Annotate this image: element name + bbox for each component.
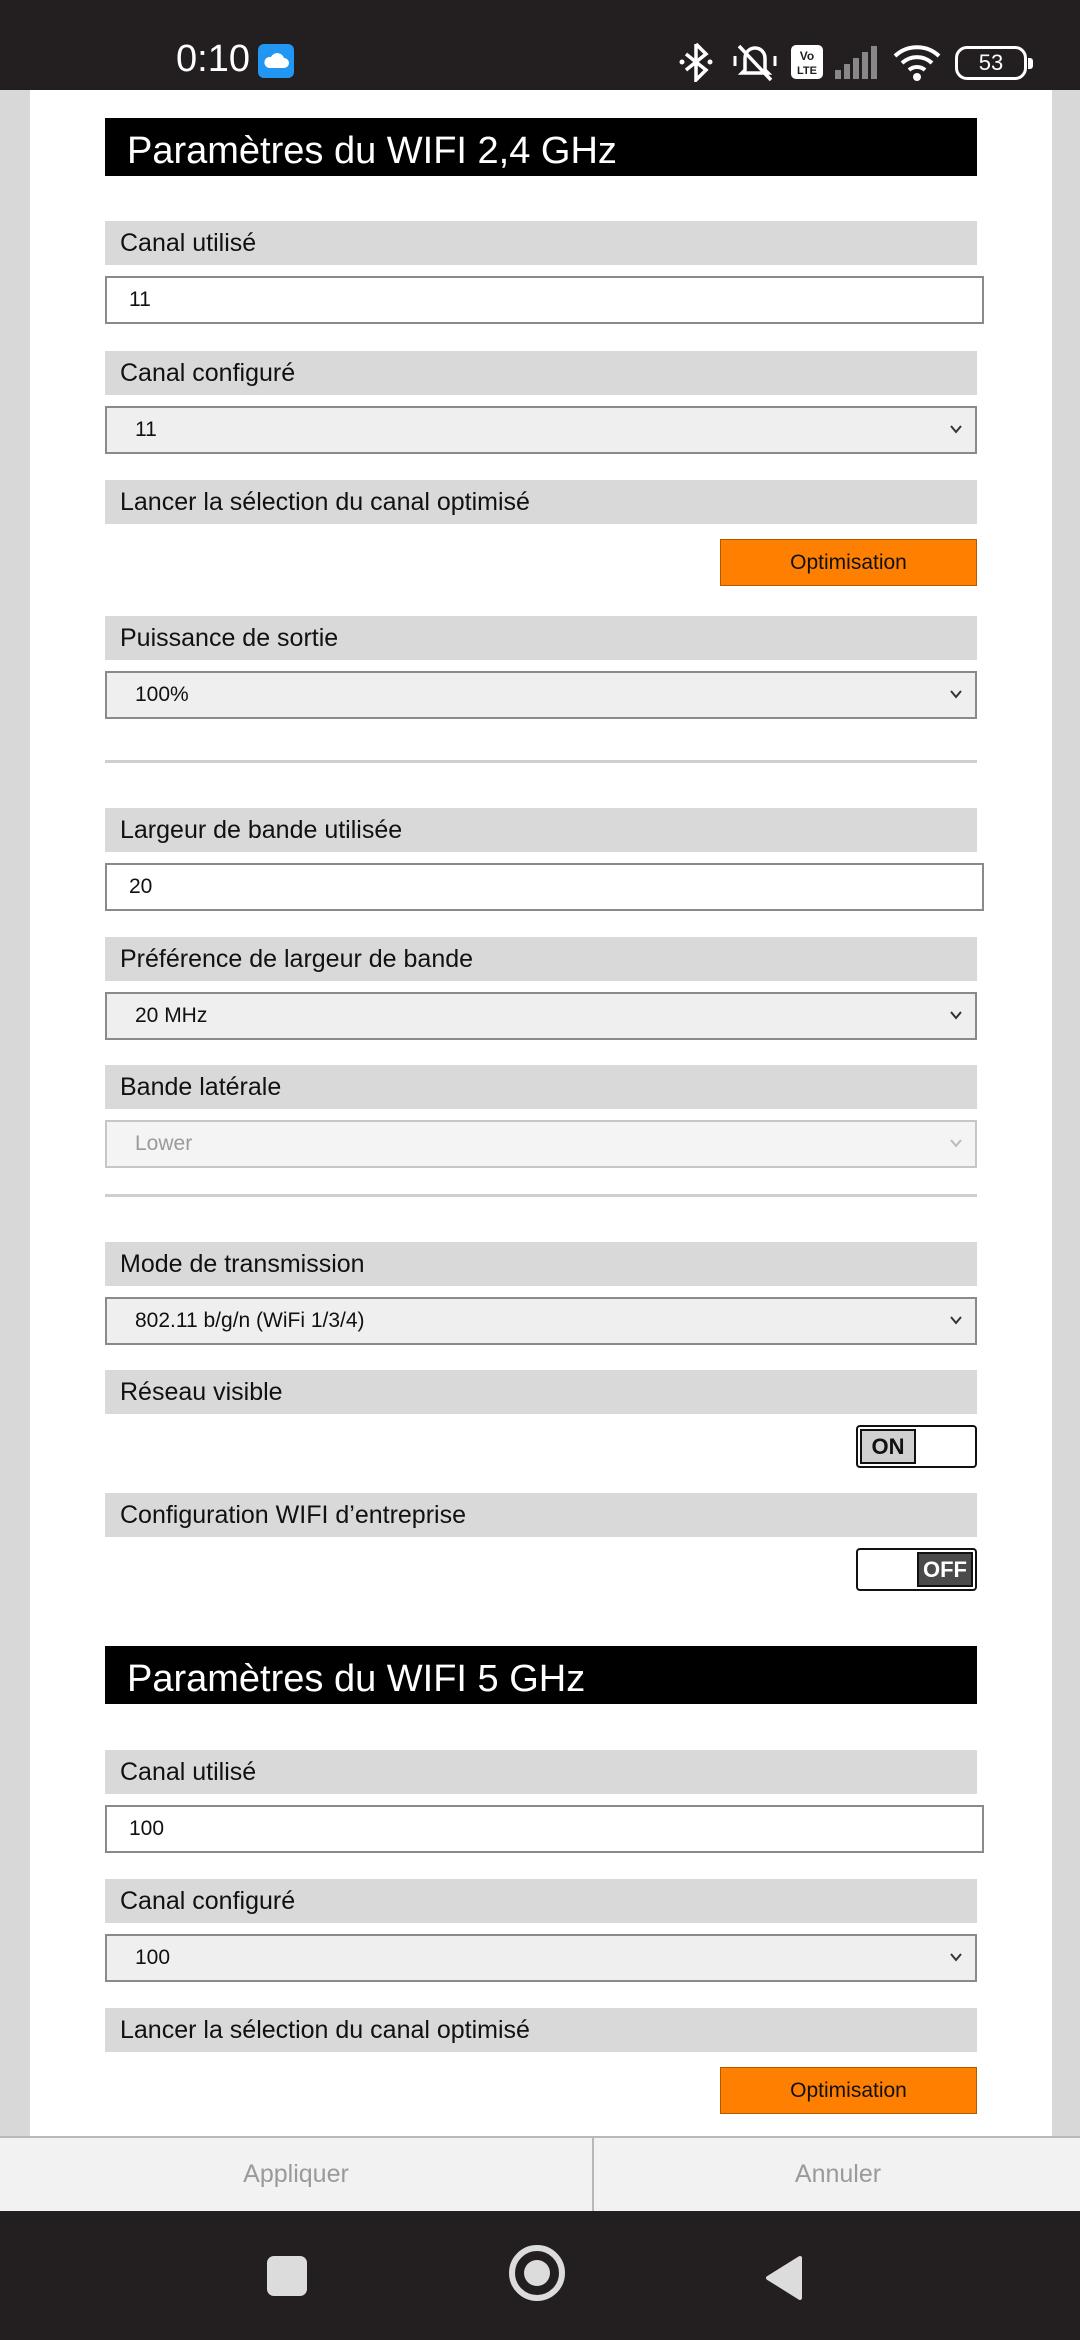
signal-icon (834, 44, 880, 80)
divider (105, 760, 977, 763)
wifi5-channel-used-field[interactable]: 100 (105, 1805, 984, 1853)
svg-text:Vo: Vo (799, 49, 815, 63)
wifi24-channel-configured-select[interactable] (105, 406, 977, 454)
wifi5-channel-used-label: Canal utilisé (105, 1750, 977, 1794)
back-icon[interactable] (764, 2254, 804, 2302)
wifi24-visible-label: Réseau visible (105, 1370, 977, 1414)
wifi5-section-title: Paramètres du WIFI 5 GHz (105, 1646, 977, 1704)
wifi24-bandwidth-used-field[interactable]: 20 (105, 863, 984, 911)
wifi24-bandwidth-used-label: Largeur de bande utilisée (105, 808, 977, 852)
recent-apps-icon[interactable] (267, 2256, 307, 2296)
toggle-state: ON (860, 1429, 916, 1464)
wifi24-power-select[interactable] (105, 671, 977, 719)
action-bar (0, 2136, 1080, 2211)
wifi24-bandwidth-pref-select[interactable] (105, 992, 977, 1040)
navigation-bar (0, 2211, 1080, 2340)
volte-icon (790, 44, 824, 80)
select-value: 11 (135, 418, 157, 441)
select-value: 100 (135, 1946, 171, 1969)
apply-button[interactable]: Appliquer (0, 2138, 594, 2211)
wifi-settings-page (30, 90, 1052, 2136)
chevron-down-icon (947, 1006, 965, 1024)
wifi-icon (892, 42, 942, 82)
wifi24-mode-select[interactable] (105, 1297, 977, 1345)
wifi24-enterprise-toggle[interactable] (856, 1548, 977, 1591)
divider (105, 1194, 977, 1197)
wifi24-optimize-button[interactable]: Optimisation (720, 539, 977, 586)
wifi24-section-title: Paramètres du WIFI 2,4 GHz (105, 118, 977, 176)
wifi5-optimize-button[interactable]: Optimisation (720, 2067, 977, 2114)
wifi5-optimize-label: Lancer la sélection du canal optimisé (105, 2008, 977, 2052)
wifi24-optimize-label: Lancer la sélection du canal optimisé (105, 480, 977, 524)
wifi24-sideband-label: Bande latérale (105, 1065, 977, 1109)
wifi5-channel-configured-label: Canal configuré (105, 1879, 977, 1923)
mute-vibrate-icon (733, 42, 777, 82)
status-time: 0:10 (176, 38, 250, 80)
chevron-down-icon (947, 1311, 965, 1329)
battery-icon: 53 (955, 46, 1027, 80)
select-value: 100% (135, 683, 189, 706)
wifi24-mode-label: Mode de transmission (105, 1242, 977, 1286)
chevron-down-icon (947, 685, 965, 703)
wifi24-bandwidth-pref-label: Préférence de largeur de bande (105, 937, 977, 981)
home-icon[interactable] (509, 2245, 565, 2301)
chevron-down-icon (947, 1948, 965, 1966)
toggle-state: OFF (917, 1552, 973, 1587)
select-value: 20 MHz (135, 1004, 208, 1027)
wifi24-sideband-select (105, 1120, 977, 1168)
cancel-button[interactable]: Annuler (596, 2138, 1080, 2211)
chevron-down-icon (947, 420, 965, 438)
chevron-down-icon (947, 1134, 965, 1152)
select-value: Lower (135, 1132, 193, 1155)
wifi5-channel-configured-select[interactable] (105, 1934, 977, 1982)
bluetooth-icon (678, 42, 714, 82)
status-bar (0, 0, 1080, 90)
wifi24-visible-toggle[interactable] (856, 1425, 977, 1468)
wifi24-power-label: Puissance de sortie (105, 616, 977, 660)
cloud-icon (258, 44, 294, 78)
svg-text:LTE: LTE (797, 65, 817, 77)
select-value: 802.11 b/g/n (WiFi 1/3/4) (135, 1309, 365, 1332)
wifi24-channel-used-label: Canal utilisé (105, 221, 977, 265)
wifi24-channel-used-field[interactable]: 11 (105, 276, 984, 324)
wifi24-enterprise-label: Configuration WIFI d’entreprise (105, 1493, 977, 1537)
wifi24-channel-configured-label: Canal configuré (105, 351, 977, 395)
